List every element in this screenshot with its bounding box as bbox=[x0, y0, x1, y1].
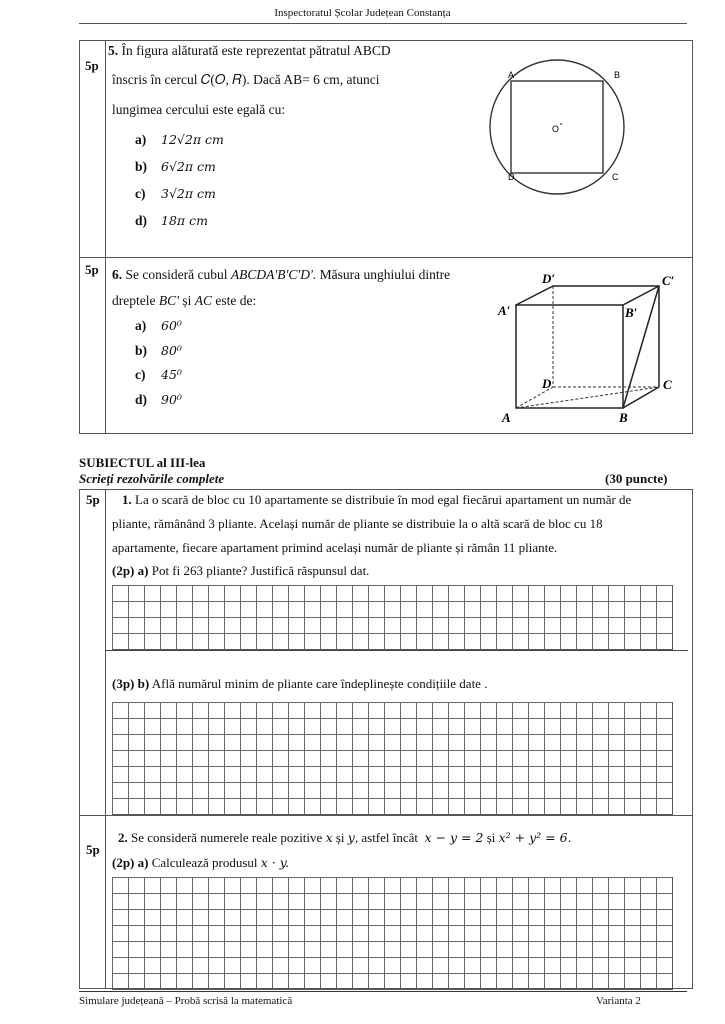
footer-left: Simulare județeană – Probă scrisă la matematică bbox=[79, 995, 293, 1007]
q6-text: este de: bbox=[212, 293, 257, 308]
label-c: C bbox=[612, 172, 619, 182]
part-label: (2p) a) bbox=[112, 855, 149, 870]
q6-text: Se consideră cubul bbox=[122, 267, 231, 282]
center-point bbox=[560, 123, 562, 125]
p1-line1 bbox=[122, 492, 631, 508]
p1-line3: apartamente, fiecare apartament primind același număr de pliante și rămân 11 pliante. bbox=[112, 540, 558, 555]
label-b: B bbox=[614, 70, 621, 80]
q5-option-c[interactable] bbox=[135, 186, 216, 202]
p1-part-a bbox=[112, 563, 369, 579]
part-divider bbox=[105, 650, 688, 651]
p2-math: y bbox=[347, 830, 355, 845]
option-value: 80⁰ bbox=[161, 343, 182, 358]
p1-points: 5p bbox=[86, 492, 100, 507]
part-label: (2p) a) bbox=[112, 563, 149, 578]
q6-number: 6. bbox=[112, 267, 123, 282]
label-o: O bbox=[552, 124, 560, 134]
column-divider bbox=[105, 489, 106, 989]
label-d: D bbox=[542, 376, 552, 391]
front-face bbox=[516, 305, 623, 408]
q5-text: Dacă AB= 6 cm, atunci bbox=[249, 72, 380, 87]
p1-part-b bbox=[112, 676, 487, 692]
option-value: 90⁰ bbox=[161, 392, 182, 407]
answer-grid-1a[interactable] bbox=[112, 585, 673, 650]
part-text: Află numărul minim de pliante care îndeplinește condițiile date . bbox=[149, 676, 488, 691]
cube-figure bbox=[490, 260, 690, 430]
q6-option-a[interactable] bbox=[135, 318, 182, 334]
option-label: d) bbox=[135, 392, 148, 407]
q6-line1 bbox=[112, 267, 450, 283]
q6-math: AC bbox=[194, 293, 213, 308]
option-label: a) bbox=[135, 318, 147, 333]
p2-text: și bbox=[332, 830, 348, 845]
q6-text: Măsura unghiului dintre bbox=[316, 267, 451, 282]
p2-text: , astfel încât bbox=[354, 830, 422, 845]
option-value: 6√2π cm bbox=[161, 159, 216, 174]
option-value: 12√2π cm bbox=[161, 132, 224, 147]
q5-option-a[interactable] bbox=[135, 132, 224, 148]
q6-option-c[interactable] bbox=[135, 367, 182, 383]
part-label: (3p) b) bbox=[112, 676, 150, 691]
part-text: Calculează produsul bbox=[148, 855, 261, 870]
q5-option-d[interactable] bbox=[135, 213, 208, 229]
footer-divider bbox=[79, 991, 687, 992]
p2-text: Se consideră numerele reale pozitive bbox=[127, 830, 326, 845]
q5-line3: lungimea cercului este egală cu: bbox=[112, 102, 286, 117]
p2-math: x² + y² = 6. bbox=[498, 830, 572, 845]
row-divider bbox=[79, 257, 693, 258]
option-label: d) bbox=[135, 213, 148, 228]
q5-option-b[interactable] bbox=[135, 159, 216, 175]
q6-points: 5p bbox=[85, 262, 99, 277]
option-label: c) bbox=[135, 367, 146, 382]
row-divider bbox=[79, 815, 693, 816]
p2-statement bbox=[118, 830, 572, 846]
q5-math: 𝐶(𝑂, 𝑅). bbox=[200, 72, 250, 87]
q6-math: ABCDA'B'C'D'. bbox=[230, 267, 317, 282]
option-value: 60⁰ bbox=[161, 318, 182, 333]
label-a: A bbox=[508, 70, 515, 80]
part-text: Pot fi 263 pliante? Justifică răspunsul dat. bbox=[148, 563, 370, 578]
p2-math: x bbox=[325, 830, 333, 845]
q6-option-b[interactable] bbox=[135, 343, 182, 359]
q5-line2 bbox=[112, 72, 380, 88]
option-label: a) bbox=[135, 132, 147, 147]
label-c: C bbox=[663, 377, 672, 392]
footer-right: Varianta 2 bbox=[596, 995, 641, 1007]
label-d1: D′ bbox=[542, 271, 556, 286]
section-subtitle: Scrieți rezolvările complete bbox=[79, 471, 225, 486]
option-value: 18π cm bbox=[161, 213, 208, 228]
q5-points: 5p bbox=[85, 58, 99, 73]
q6-text: și bbox=[179, 293, 195, 308]
p2-number: 2. bbox=[118, 830, 128, 845]
header-divider bbox=[79, 23, 687, 24]
option-label: b) bbox=[135, 343, 148, 358]
diagonal-ac bbox=[516, 387, 659, 408]
header-title: Inspectoratul Școlar Județean Constanța bbox=[274, 7, 451, 19]
q6-option-d[interactable] bbox=[135, 392, 182, 408]
label-a1: A′ bbox=[498, 303, 511, 318]
q6-math: BC' bbox=[158, 293, 179, 308]
p2-math: x − y = 2 bbox=[424, 830, 484, 845]
label-b1: B′ bbox=[625, 305, 638, 320]
q5-text: În figura alăturată este reprezentat pătratul ABCD bbox=[121, 43, 391, 58]
q6-line2 bbox=[112, 293, 256, 309]
q5-line1 bbox=[108, 43, 391, 59]
label-d: D bbox=[508, 172, 515, 182]
option-value: 45⁰ bbox=[161, 367, 182, 382]
answer-grid-1b[interactable] bbox=[112, 702, 673, 815]
label-c1: C′ bbox=[662, 273, 675, 288]
q5-number: 5. bbox=[108, 43, 119, 58]
answer-grid-2a[interactable] bbox=[112, 877, 673, 990]
option-label: b) bbox=[135, 159, 148, 174]
label-b: B bbox=[619, 410, 628, 425]
p1-line2: pliante, rămânând 3 pliante. Același număr de pliante se distribuie la o altă scară de bloc cu 18 bbox=[112, 516, 603, 531]
option-label: c) bbox=[135, 186, 146, 201]
q6-text: dreptele bbox=[112, 293, 159, 308]
section-points: (30 puncte) bbox=[605, 471, 668, 486]
p1-number: 1. bbox=[122, 492, 132, 507]
part-math: x · y. bbox=[260, 855, 290, 870]
p1-text: La o scară de bloc cu 10 apartamente se distribuie în mod egal fiecărui apartament un număr de bbox=[131, 492, 632, 507]
q5-text: înscris în cercul bbox=[112, 72, 201, 87]
column-divider bbox=[105, 40, 106, 434]
label-a: A bbox=[502, 410, 511, 425]
option-value: 3√2π cm bbox=[161, 186, 216, 201]
p2-text: și bbox=[483, 830, 499, 845]
section-title: SUBIECTUL al III-lea bbox=[79, 455, 206, 470]
p2-points: 5p bbox=[86, 842, 100, 857]
circle-square-figure bbox=[480, 50, 640, 210]
p2-part-a bbox=[112, 855, 289, 871]
